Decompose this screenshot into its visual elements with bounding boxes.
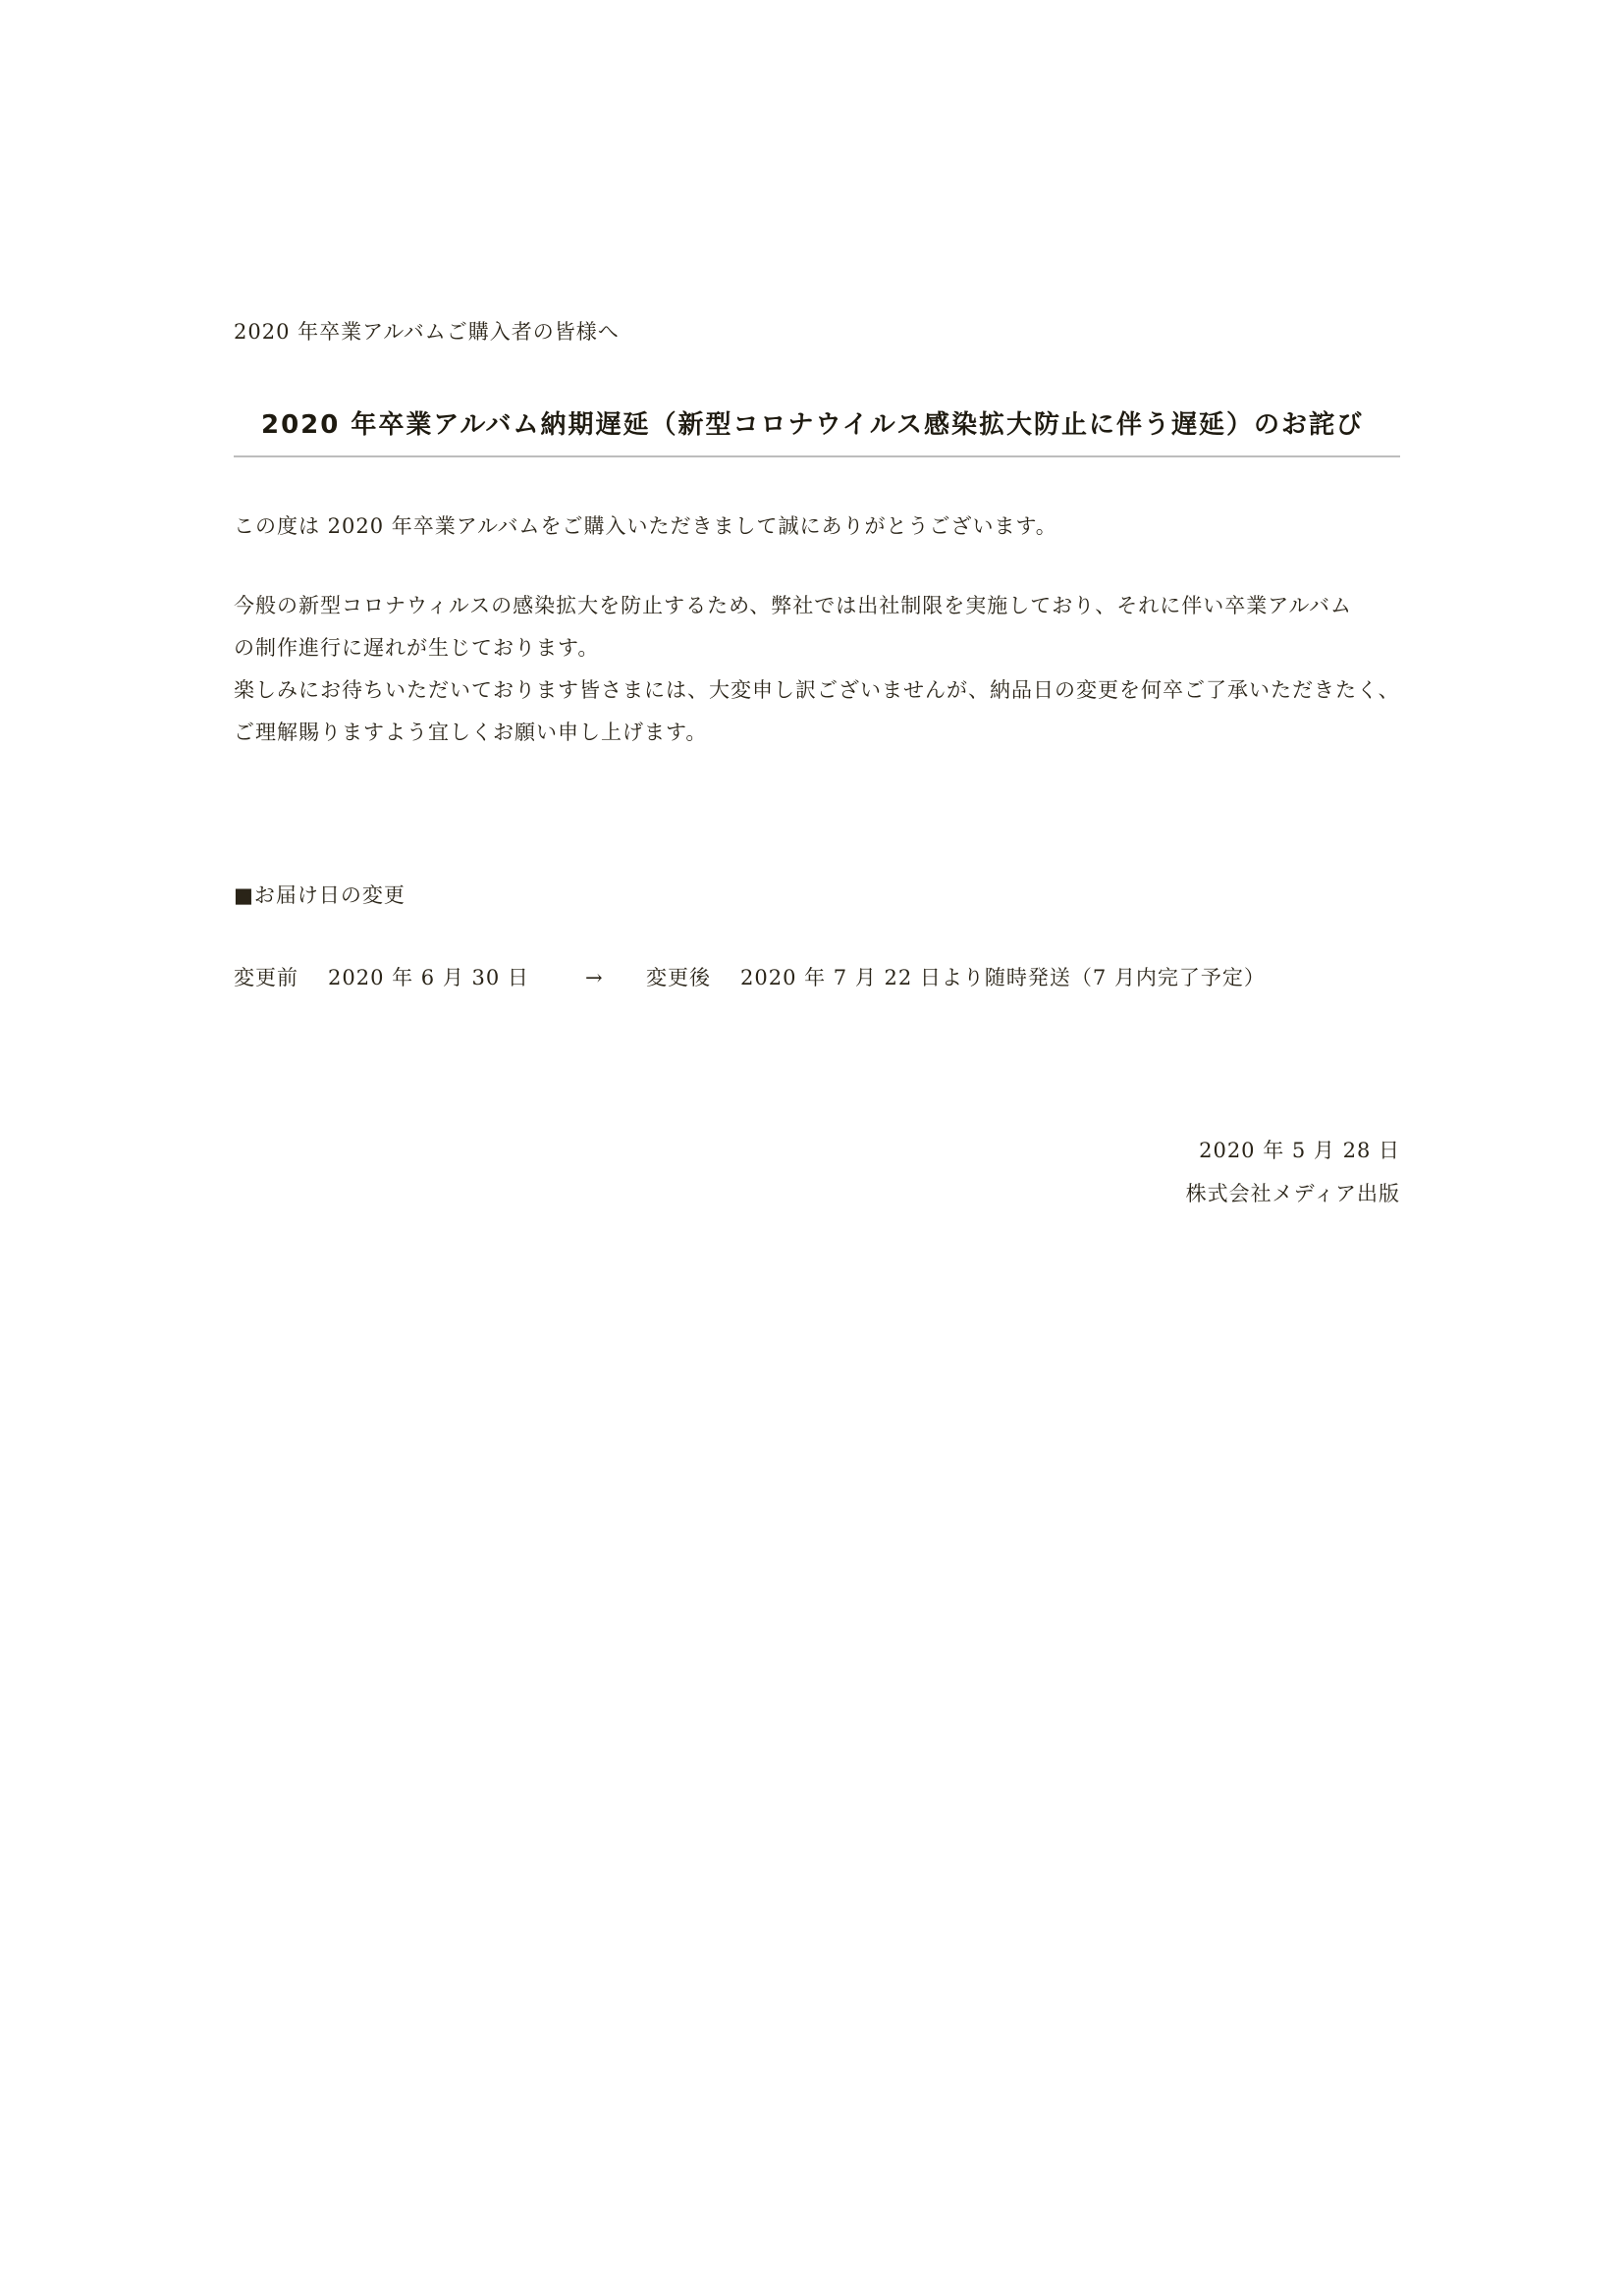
- company-name: 株式会社メディア出版: [1185, 1182, 1400, 1205]
- delivery-change-row: [234, 962, 1266, 991]
- notice-line: 楽しみにお待ちいただいております皆さまには、大変申し訳ございませんが、納品日の変更を何卒ご了承いただきたく、: [234, 678, 1400, 702]
- delivery-change-heading: ■お届け日の変更: [234, 883, 406, 907]
- after-label: 変更後: [646, 966, 711, 989]
- before-date: 2020 年 6 月 30 日: [328, 966, 529, 989]
- notice-line: 今般の新型コロナウィルスの感染拡大を防止するため、弊社では出社制限を実施しており、それに伴い卒業アルバム: [234, 594, 1352, 617]
- greeting-paragraph: この度は 2020 年卒業アルバムをご購入いただきまして誠にありがとうございます。: [234, 514, 1057, 538]
- document-title: 2020 年卒業アルバム納期遅延（新型コロナウイルス感染拡大防止に伴う遅延）のお詫び: [261, 410, 1364, 440]
- after-date: 2020 年 7 月 22 日より随時発送（7 月内完了予定）: [740, 966, 1266, 989]
- before-label: 変更前: [234, 966, 298, 989]
- arrow-icon: →: [585, 966, 604, 989]
- notice-line: ご理解賜りますよう宜しくお願い申し上げます。: [234, 721, 708, 744]
- issue-date: 2020 年 5 月 28 日: [1199, 1139, 1400, 1162]
- notice-line: の制作進行に遅れが生じております。: [234, 636, 600, 660]
- title-block: [234, 400, 1400, 457]
- notice-paragraph: [234, 585, 1400, 754]
- addressee-line: 2020 年卒業アルバムご購入者の皆様へ: [234, 320, 620, 344]
